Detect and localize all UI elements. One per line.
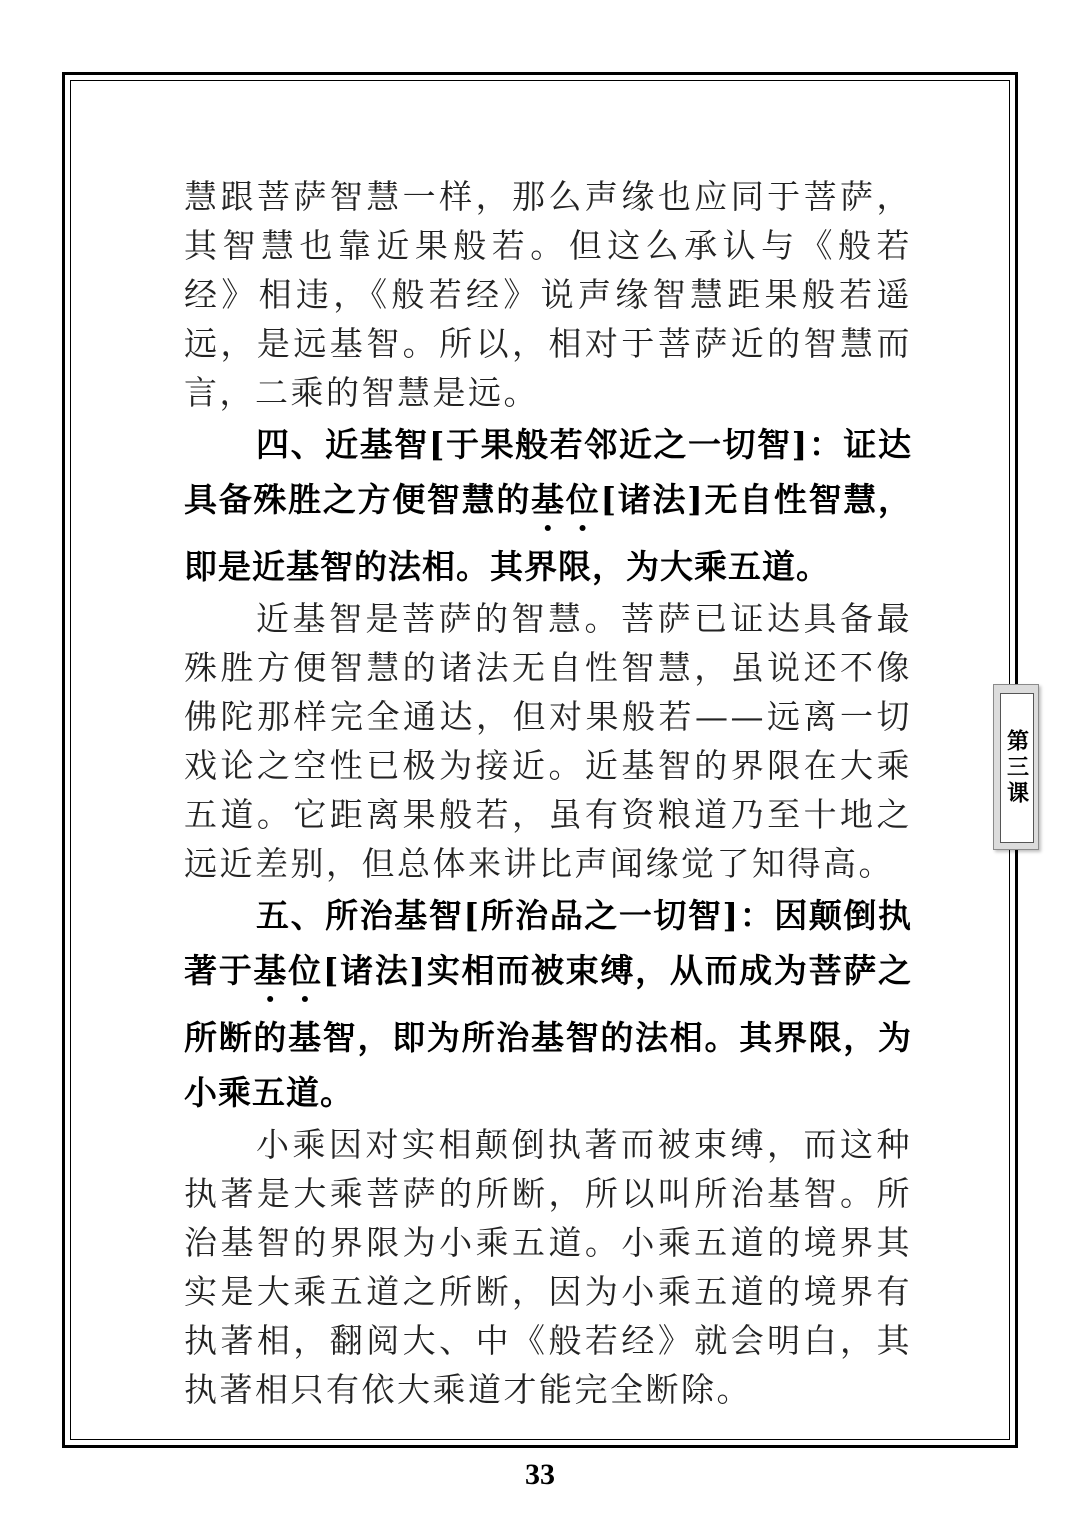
emphasized-term: 基位 (253, 951, 323, 990)
page-body (184, 172, 912, 1414)
heading-antidote-base-wisdom (184, 888, 912, 1120)
heading-text-end: [诸法]实相而被束缚，从而成为菩萨之所断的基智，即为所治基智的法相。其界限，为小乘五道。 (184, 951, 912, 1112)
heading-text-end: [诸法]无自性智慧，即是近基智的法相。其界限，为大乘五道。 (184, 480, 912, 586)
page-number: 33 (525, 1458, 555, 1491)
paragraph-near-base-wisdom: 近基智是菩萨的智慧。菩萨已证达具备最殊胜方便智慧的诸法无自性智慧，虽说还不像佛陀那样完全通达，但对果般若——远离一切戏论之空性已极为接近。近基智的界限在大乘五道。它距离果般若，虽有资粮道乃至十地之远近差别，但总体来讲比声闻缘觉了知得高。 (184, 599, 912, 883)
heading-text-start: 四、近基智[于果般若邻近之一切智]：证达具备殊胜之方便智慧的 (184, 425, 912, 519)
emphasized-term: 基位 (531, 480, 601, 519)
chapter-tab-label-box (1000, 693, 1034, 843)
chapter-tab (993, 684, 1039, 850)
chapter-tab-label: 第三课 (1003, 729, 1030, 807)
paragraph-continuation: 慧跟菩萨智慧一样，那么声缘也应同于菩萨，其智慧也靠近果般若。但这么承认与《般若经》相违，《般若经》说声缘智慧距果般若遥远，是远基智。所以，相对于菩萨近的智慧而言，二乘的智慧是远。 (184, 177, 912, 412)
paragraph-antidote-base-wisdom: 小乘因对实相颠倒执著而被束缚，而这种执著是大乘菩萨的所断，所以叫所治基智。所治基智的界限为小乘五道。小乘五道的境界其实是大乘五道之所断，因为小乘五道的境界有执著相，翻阅大、中《般若经》就会明白，其执著相只有依大乘道才能完全断除。 (184, 1125, 912, 1409)
heading-near-base-wisdom (184, 417, 912, 594)
heading-text-start: 五、所治基智[所治品之一切智]：因颠倒执著于 (184, 896, 912, 990)
